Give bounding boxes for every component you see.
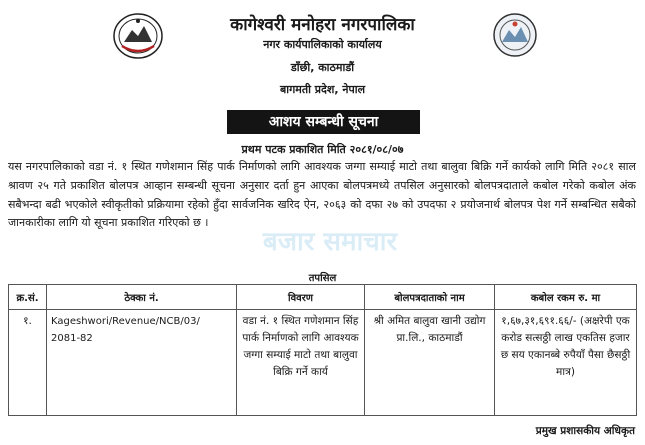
- header-bidder: बोलपत्रदाताको नाम: [365, 285, 495, 310]
- table-header-row: [9, 285, 637, 310]
- header-sn: क्र.सं.: [9, 285, 47, 310]
- cell-contract-no: Kageshwori/Revenue/NCB/03/ 2081-82: [47, 310, 237, 416]
- cell-amount: १,६७,३१,६९१.६६/- (अक्षरेपी एक करोड सत्सठ्ठी लाख एकतिस हजार छ सय एकानब्बे रुपैयाँ पैसा छैसठ्ठी मात्र): [495, 310, 637, 416]
- office-address: डाँछी, काठमाडौं: [290, 61, 355, 74]
- header-amount: कबोल रकम रु. मा: [495, 285, 637, 310]
- cell-description: वडा नं. १ स्थित गणेशमान सिंह पार्क निर्माणको लागि आवश्यक जग्गा सम्याई माटो तथा बालुवा बिक्रि गर्ने कार्य: [237, 310, 365, 416]
- municipality-title: कागेश्वरी मनोहरा नगरपालिका: [230, 15, 415, 35]
- header: [0, 0, 645, 108]
- province-line: बागमती प्रदेश, नेपाल: [279, 83, 366, 96]
- cell-bidder: श्री अमित बालुवा खानी उद्योग प्रा.लि., काठमाडौं: [365, 310, 495, 416]
- header-description: विवरण: [237, 285, 365, 310]
- table-row: [9, 310, 637, 416]
- header-contract-no: ठेक्का नं.: [47, 285, 237, 310]
- office-name: नगर कार्यपालिकाको कार्यालय: [263, 38, 382, 51]
- bid-table: [8, 284, 637, 416]
- cell-sn: १.: [9, 310, 47, 416]
- publication-date: प्रथम पटक प्रकाशित मिति २०८१/०८/०७: [241, 143, 404, 156]
- notice-heading-banner: आशय सम्बन्धी सूचना: [227, 110, 420, 134]
- watermark-text: बजार समाचार: [262, 227, 398, 257]
- signature-title: प्रमुख प्रशासकीय अधिकृत: [535, 425, 635, 437]
- table-caption: तपसिल: [308, 273, 337, 284]
- notice-body: यस नगरपालिकाको वडा नं. १ स्थित गणेशमान सिंह पार्क निर्माणको लागि आवश्यक जग्गा सम्याई माटो तथा बालुवा बिक्रि गर्ने कार्यको लागि मिति २०८१ साल श्रावण २५ गते प्रकाशित बोलपत्र आव्हान सम्बन्धी सूचना अनुसार दर्ता हुन आएका बोलपत्रमध्ये तपसिल अनुसारको बोलपत्रदाताले कबोल गरेको कबोल अंक सबैभन्दा बढी भएकोले स्वीकृतीको प्रक्रियामा रहेको हुँदा सार्वजनिक खरिद ऐन, २०६३ को दफा २७ को उपदफा २ प्रयोजनार्थ बोलपत्र पेश गर्ने सम्बन्धित सबैको जानकारीका लागि यो सूचना प्रकाशित गरिएको छ ।: [8, 160, 636, 230]
